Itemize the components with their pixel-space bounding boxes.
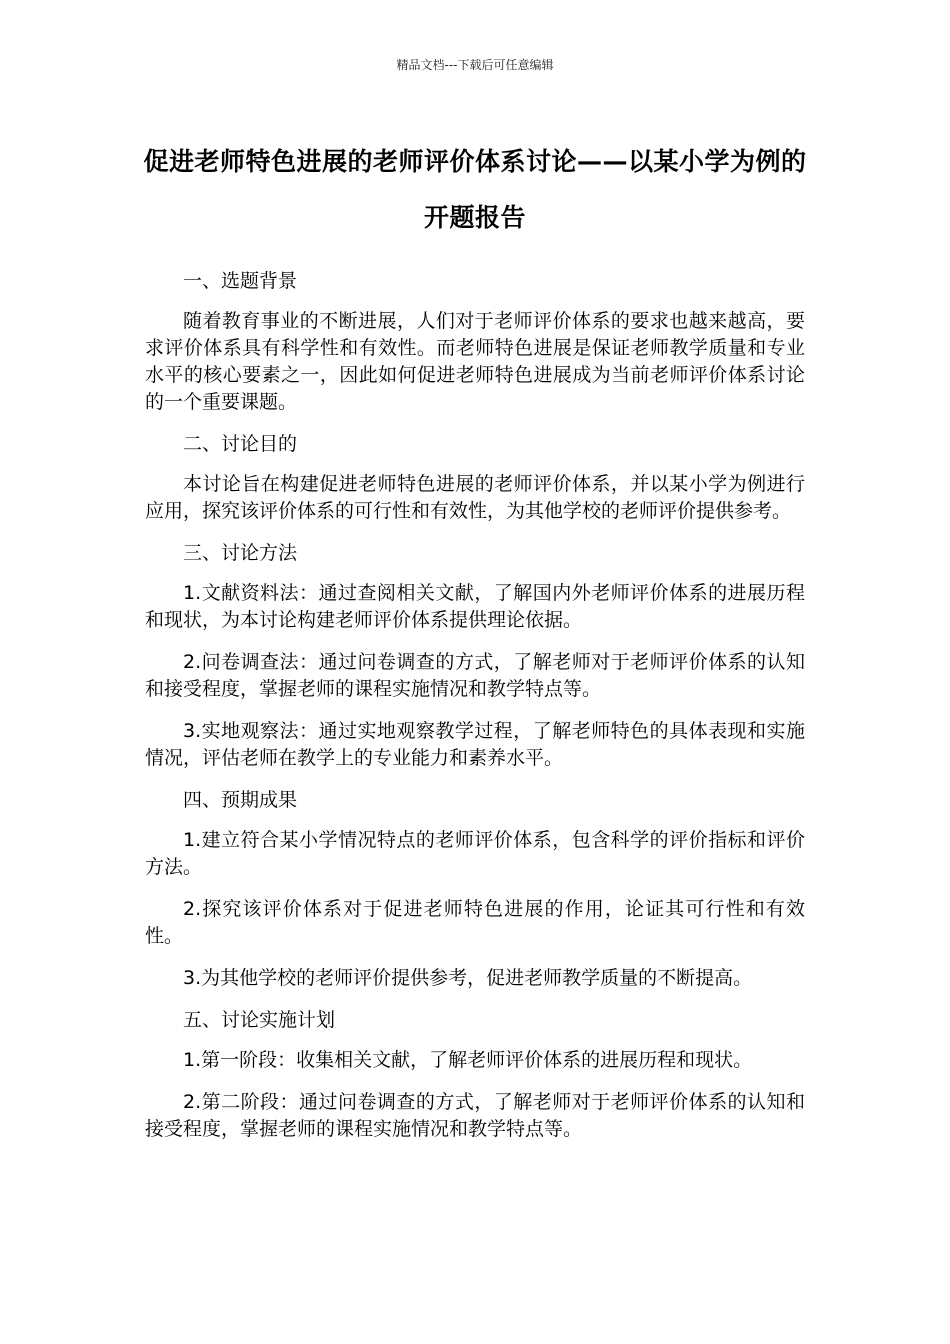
document-title: 促进老师特色进展的老师评价体系讨论——以某小学为例的开题报告 [143,147,807,232]
outcome-item: 3.为其他学校的老师评价提供参考，促进老师教学质量的不断提高。 [183,967,753,989]
paragraph-background: 随着教育事业的不断进展，人们对于老师评价体系的要求也越来越高，要求评价体系具有科学性和有效性。而老师特色进展是保证老师教学质量和专业水平的核心要素之一，因此如何促进老师特色进展成为当前老师评价体系讨论的一个重要课题。 [145,310,805,413]
method-item: 3.实地观察法：通过实地观察教学过程，了解老师特色的具体表现和实施情况，评估老师在教学上的专业能力和素养水平。 [145,720,805,769]
outcome-item: 1.建立符合某小学情况特点的老师评价体系，包含科学的评价指标和评价方法。 [145,829,805,878]
plan-item: 2.第二阶段：通过问卷调查的方式，了解老师对于老师评价体系的认知和接受程度，掌握老师的课程实施情况和教学特点等。 [145,1091,805,1140]
method-item: 1.文献资料法：通过查阅相关文献，了解国内外老师评价体系的进展历程和现状，为本讨论构建老师评价体系提供理论依据。 [145,582,805,631]
section-heading-outcomes: 四、预期成果 [183,789,298,811]
document-body [145,268,805,1158]
outcome-item: 2.探究该评价体系对于促进老师特色进展的作用，论证其可行性和有效性。 [145,898,805,947]
header-note: 精品文档---下载后可任意编辑 [396,58,554,72]
method-item: 2.问卷调查法：通过问卷调查的方式，了解老师对于老师评价体系的认知和接受程度，掌握老师的课程实施情况和教学特点等。 [145,651,805,700]
plan-item: 1.第一阶段：收集相关文献，了解老师评价体系的进展历程和现状。 [183,1049,753,1071]
section-heading-plan: 五、讨论实施计划 [183,1009,336,1031]
section-heading-methods: 三、讨论方法 [183,542,298,564]
section-heading-purpose: 二、讨论目的 [183,433,298,455]
paragraph-purpose: 本讨论旨在构建促进老师特色进展的老师评价体系，并以某小学为例进行应用，探究该评价体系的可行性和有效性，为其他学校的老师评价提供参考。 [145,473,805,522]
section-heading-background: 一、选题背景 [183,270,298,292]
